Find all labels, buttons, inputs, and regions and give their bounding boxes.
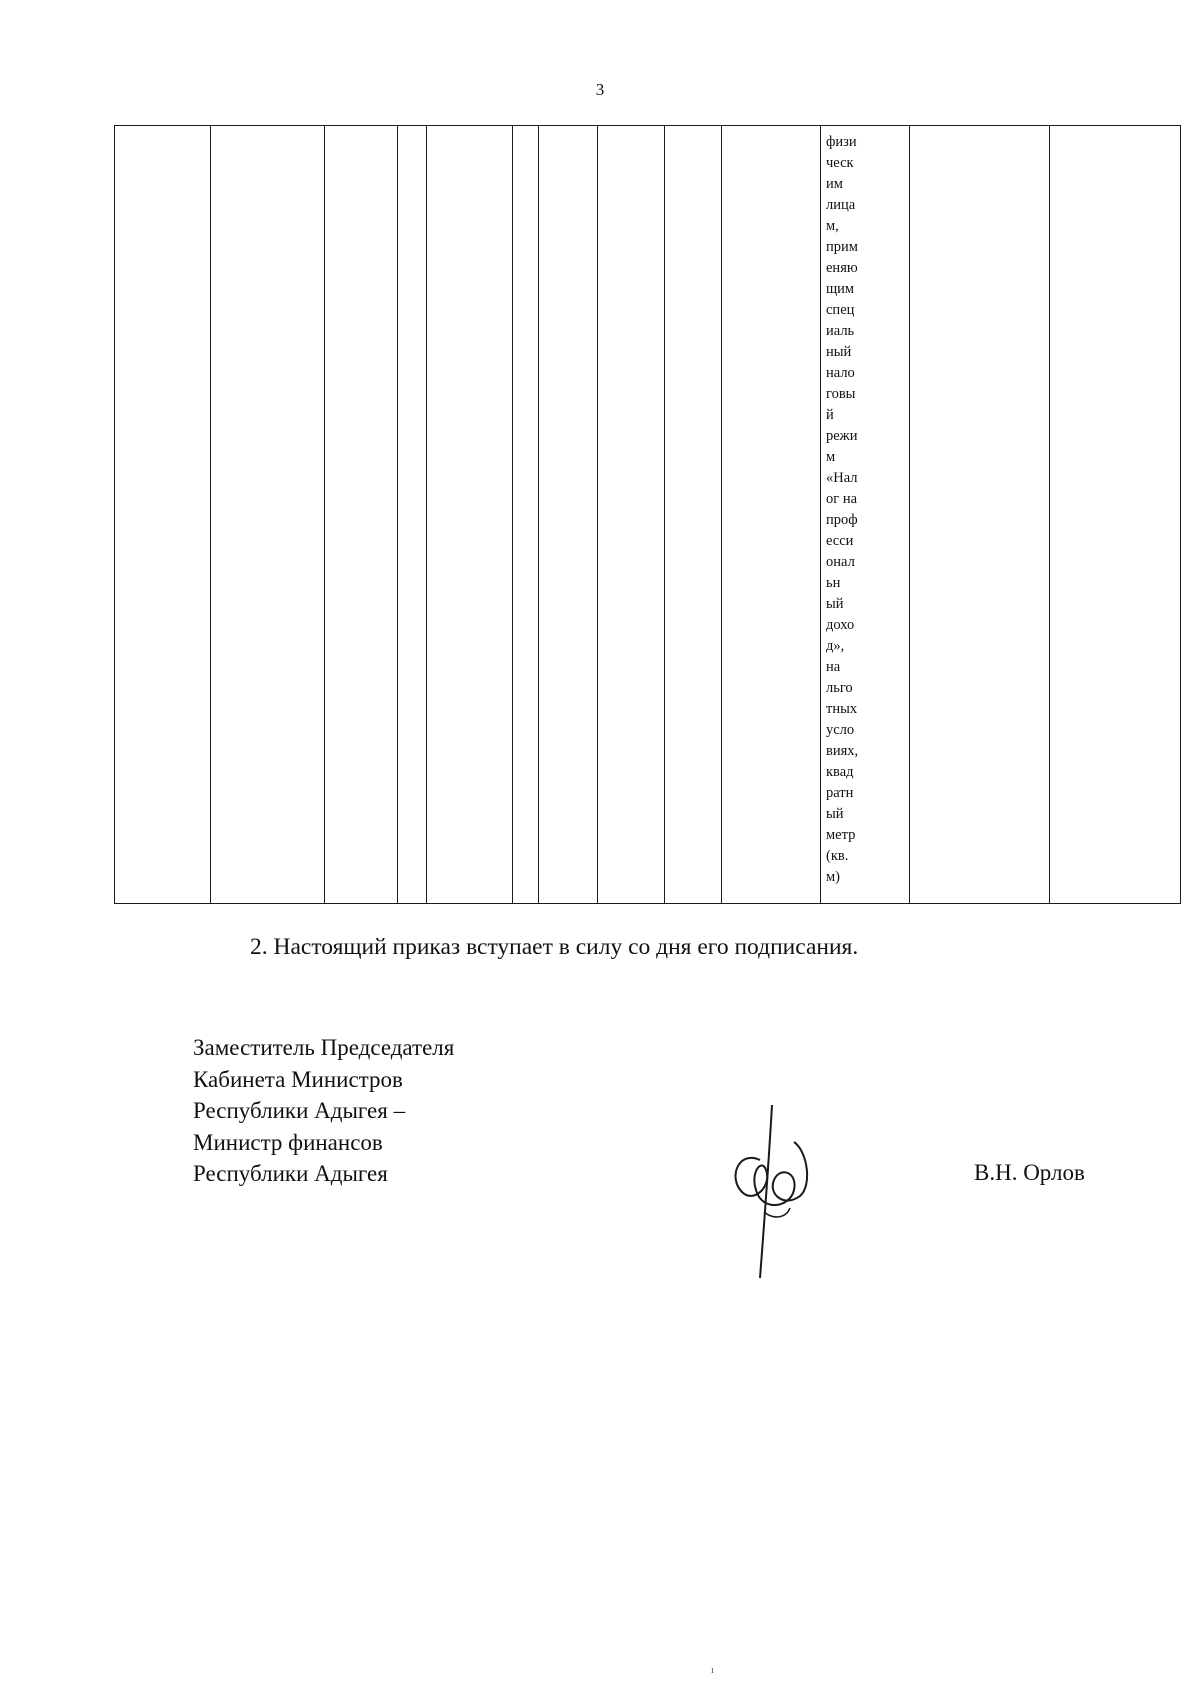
signer-position-line: Республики Адыгея – xyxy=(193,1098,406,1123)
table-cell xyxy=(722,126,821,904)
handwritten-signature xyxy=(720,1100,830,1280)
table-cell xyxy=(1050,126,1181,904)
table-cell xyxy=(398,126,427,904)
cell-text: физи ческ им лица м, прим еняю щим спец иаль ный нало говы й режи м «Нал ог на проф есси онал ьн ый дохо д», на льго тных усло виях, квад ратн ый метр (кв. м) xyxy=(826,134,859,885)
table-cell xyxy=(427,126,513,904)
continuation-table xyxy=(114,125,1181,904)
table-cell xyxy=(115,126,211,904)
table-cell xyxy=(325,126,398,904)
signer-position-line: Кабинета Министров xyxy=(193,1066,403,1092)
signer-position-line: Республики Адыгея xyxy=(193,1161,388,1186)
table-cell xyxy=(598,126,665,904)
table-row xyxy=(115,126,1181,904)
page-number: 3 xyxy=(595,80,605,99)
signer-position xyxy=(193,1032,454,1190)
signer-position-line: Заместитель Председателя xyxy=(193,1035,455,1060)
table-cell xyxy=(539,126,598,904)
table-cell-text xyxy=(821,126,910,904)
table-cell xyxy=(665,126,722,904)
signer-position-line: Министр финансов xyxy=(193,1129,383,1155)
table-cell xyxy=(211,126,325,904)
stray-mark: ı xyxy=(711,1665,714,1676)
table-cell xyxy=(910,126,1050,904)
effective-date-paragraph: 2. Настоящий приказ вступает в силу со дня его подписания. xyxy=(250,934,859,960)
signer-name: В.Н. Орлов xyxy=(974,1160,1085,1185)
table-cell xyxy=(513,126,539,904)
